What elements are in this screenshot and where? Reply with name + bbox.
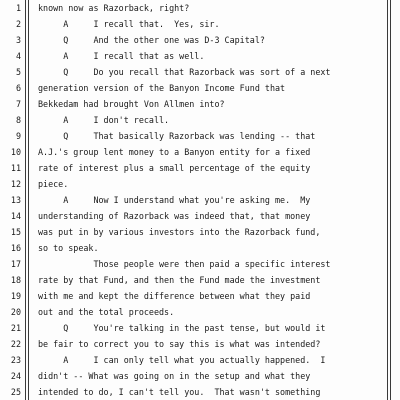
line-number: 10 bbox=[10, 147, 21, 157]
line-number: 23 bbox=[10, 355, 21, 365]
line-text: Q That basically Razorback was lending -- that bbox=[38, 131, 316, 141]
transcript-line bbox=[0, 352, 400, 368]
line-text: with me and kept the difference between what they paid bbox=[38, 291, 311, 301]
transcript-line bbox=[0, 208, 400, 224]
transcript-line bbox=[0, 96, 400, 112]
line-number: 15 bbox=[10, 227, 21, 237]
transcript-line bbox=[0, 320, 400, 336]
line-number: 22 bbox=[10, 339, 21, 349]
line-number: 2 bbox=[15, 19, 21, 29]
transcript-line bbox=[0, 368, 400, 384]
line-number: 9 bbox=[15, 131, 21, 141]
transcript-line bbox=[0, 112, 400, 128]
line-text: piece. bbox=[38, 179, 69, 189]
line-number: 17 bbox=[10, 259, 21, 269]
transcript-line bbox=[0, 48, 400, 64]
line-number: 8 bbox=[15, 115, 21, 125]
transcript-line bbox=[0, 16, 400, 32]
line-number: 11 bbox=[10, 163, 21, 173]
line-number: 13 bbox=[10, 195, 21, 205]
line-text: known now as Razorback, right? bbox=[38, 3, 190, 13]
line-number: 14 bbox=[10, 211, 21, 221]
transcript-line bbox=[0, 128, 400, 144]
line-number: 18 bbox=[10, 275, 21, 285]
line-text: didn't -- What was going on in the setup and what they bbox=[38, 371, 311, 381]
transcript-line bbox=[0, 336, 400, 352]
line-text: A I can only tell what you actually happened. I bbox=[38, 355, 326, 365]
line-text: Q You're talking in the past tense, but would it bbox=[38, 323, 326, 333]
line-text: A Now I understand what you're asking me. My bbox=[38, 195, 311, 205]
line-number: 1 bbox=[15, 3, 21, 13]
transcript-line bbox=[0, 224, 400, 240]
line-number: 25 bbox=[10, 387, 21, 397]
line-number: 20 bbox=[10, 307, 21, 317]
transcript-line bbox=[0, 64, 400, 80]
line-number: 21 bbox=[10, 323, 21, 333]
line-number: 7 bbox=[15, 99, 21, 109]
line-number: 6 bbox=[15, 83, 21, 93]
line-text: A.J.'s group lent money to a Banyon entity for a fixed bbox=[38, 147, 311, 157]
line-number: 4 bbox=[15, 51, 21, 61]
line-text: Bekkedam had brought Von Allmen into? bbox=[38, 99, 225, 109]
line-text: rate of interest plus a small percentage of the equity bbox=[38, 163, 311, 173]
line-text: Q Do you recall that Razorback was sort of a next bbox=[38, 67, 331, 77]
line-number: 12 bbox=[10, 179, 21, 189]
line-text: Those people were then paid a specific interest bbox=[38, 259, 331, 269]
transcript-line bbox=[0, 256, 400, 272]
transcript-line bbox=[0, 192, 400, 208]
transcript-line bbox=[0, 288, 400, 304]
line-number: 5 bbox=[15, 67, 21, 77]
transcript-line bbox=[0, 240, 400, 256]
line-text: intended to do, I can't tell you. That wasn't something bbox=[38, 387, 321, 397]
line-text: was put in by various investors into the Razorback fund, bbox=[38, 227, 321, 237]
line-text: rate by that Fund, and then the Fund made the investment bbox=[38, 275, 321, 285]
line-text: A I recall that as well. bbox=[38, 51, 205, 61]
transcript-line bbox=[0, 160, 400, 176]
transcript-line bbox=[0, 80, 400, 96]
line-text: Q And the other one was D-3 Capital? bbox=[38, 35, 265, 45]
line-text: understanding of Razorback was indeed that, that money bbox=[38, 211, 311, 221]
transcript-line bbox=[0, 384, 400, 400]
line-text: A I recall that. Yes, sir. bbox=[38, 19, 220, 29]
line-text: out and the total proceeds. bbox=[38, 307, 175, 317]
transcript-line bbox=[0, 0, 400, 16]
line-number: 24 bbox=[10, 371, 21, 381]
transcript-line bbox=[0, 304, 400, 320]
line-number: 19 bbox=[10, 291, 21, 301]
transcript-line bbox=[0, 144, 400, 160]
transcript-line bbox=[0, 272, 400, 288]
line-number: 16 bbox=[10, 243, 21, 253]
line-text: A I don't recall. bbox=[38, 115, 170, 125]
line-text: be fair to correct you to say this is what was intended? bbox=[38, 339, 321, 349]
line-number: 3 bbox=[15, 35, 21, 45]
line-text: so to speak. bbox=[38, 243, 99, 253]
transcript-line bbox=[0, 32, 400, 48]
transcript-line bbox=[0, 176, 400, 192]
line-text: generation version of the Banyon Income Fund that bbox=[38, 83, 286, 93]
